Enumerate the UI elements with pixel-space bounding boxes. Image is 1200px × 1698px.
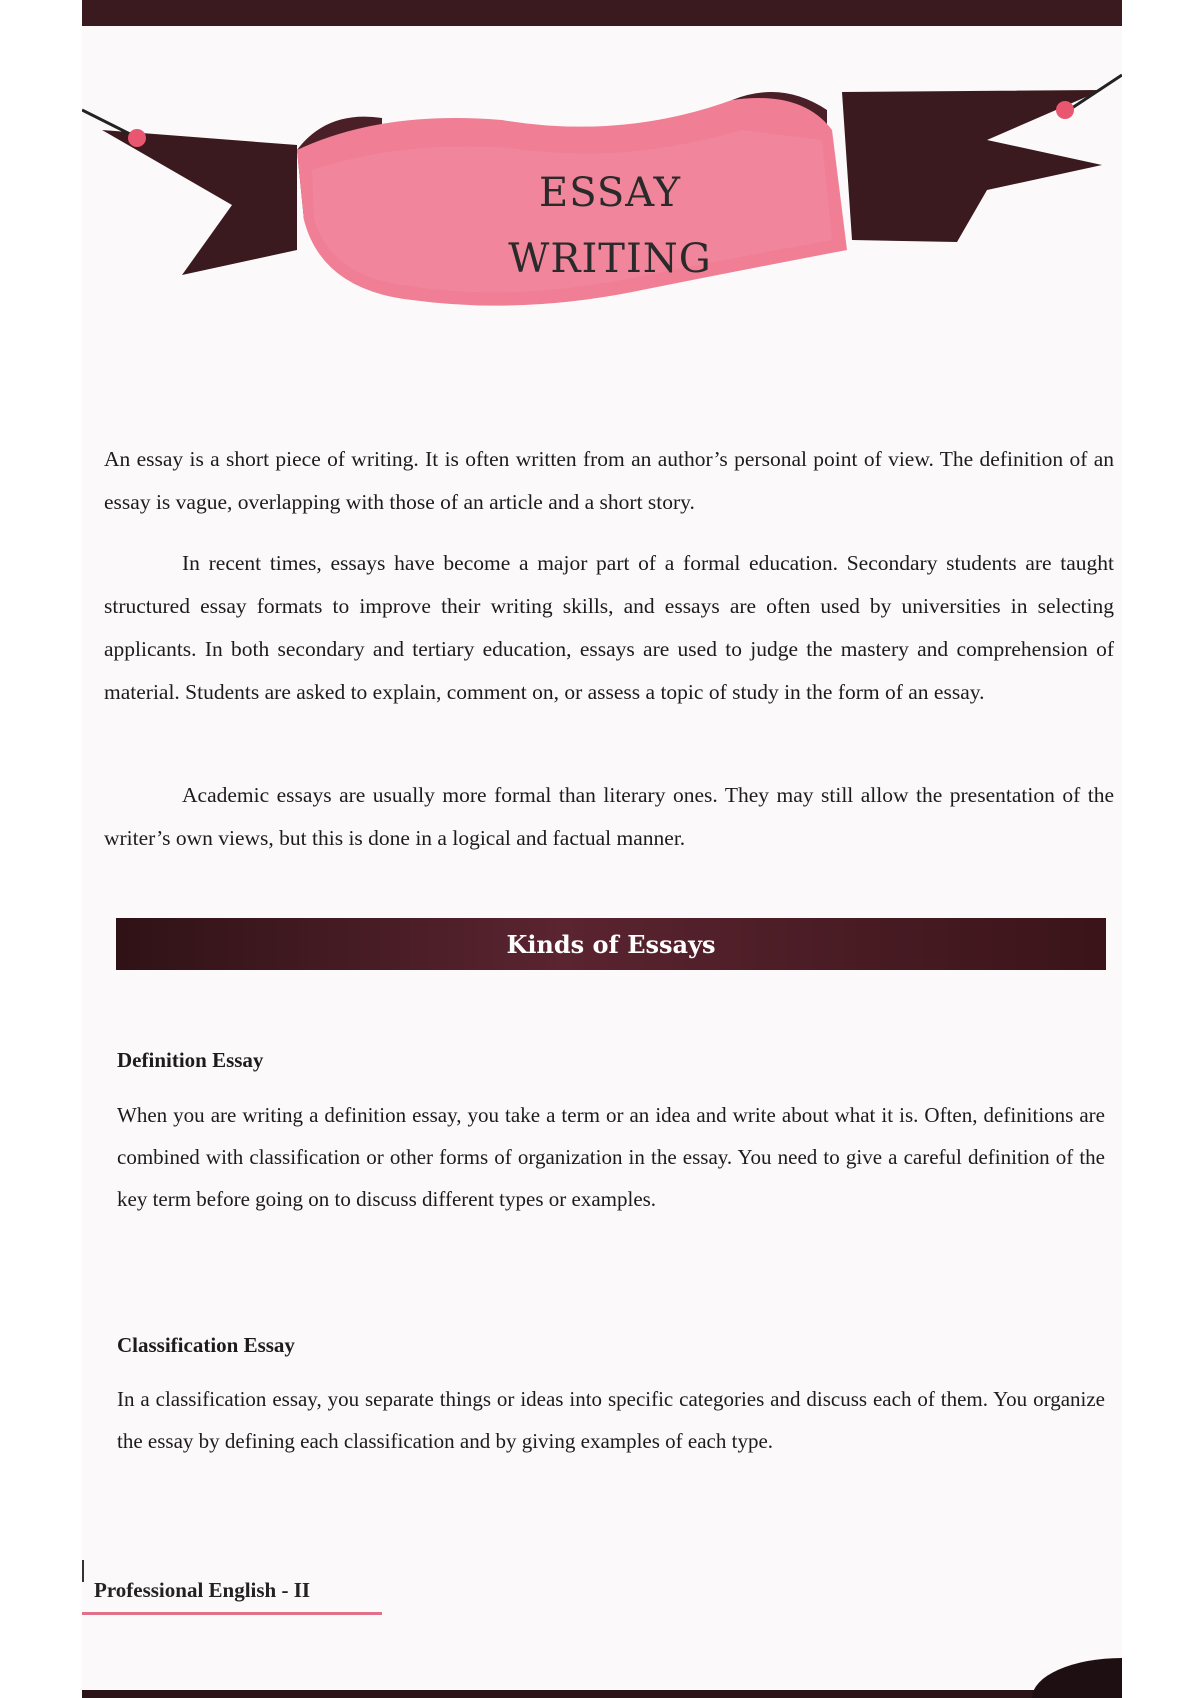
intro-paragraph-3: Academic essays are usually more formal than literary ones. They may still allow the presentation of the writer’s own views, but this is done in a logical and factual manner.: [104, 783, 1114, 850]
section-header-bar: [116, 918, 1106, 970]
classification-essay-heading: Classification Essay: [117, 1333, 295, 1357]
banner-title-line1: ESSAY: [539, 170, 681, 216]
top-decorative-bar: [82, 0, 1122, 26]
intro-paragraph-2: In recent times, essays have become a major part of a formal education. Secondary students are taught structured essay formats to improve their writing skills, and essays are often used by universities in selecting applicants. In both secondary and tertiary education, essays are used to judge the mastery and comprehension of material. Students are asked to explain, comment on, or assess a topic of study in the form of an essay.: [104, 551, 1114, 704]
footer-underline: [82, 1612, 382, 1615]
title-banner: [82, 70, 1122, 340]
definition-essay-heading: Definition Essay: [117, 1048, 264, 1072]
classification-essay-body: In a classification essay, you separate things or ideas into specific categories and discuss each of them. You organize the essay by defining each classification and by giving examples of each type.: [117, 1387, 1105, 1453]
section-title: Kinds of Essays: [506, 929, 716, 959]
banner-title-line2: WRITING: [508, 236, 712, 282]
definition-essay-body: When you are writing a definition essay, you take a term or an idea and write about what it is. Often, definitions are combined with classification or other forms of organization in the essay. You need to give a careful definition of the key term before going on to discuss different types or examples.: [117, 1103, 1105, 1211]
footer-tick-mark: [82, 1560, 84, 1582]
footer-label: Professional English - II: [94, 1578, 311, 1602]
intro-paragraph-1: An essay is a short piece of writing. It is often written from an author’s personal point of view. The definition of an essay is vague, overlapping with those of an article and a short story.: [104, 447, 1114, 514]
bottom-decorative-bar: [82, 1690, 1122, 1698]
